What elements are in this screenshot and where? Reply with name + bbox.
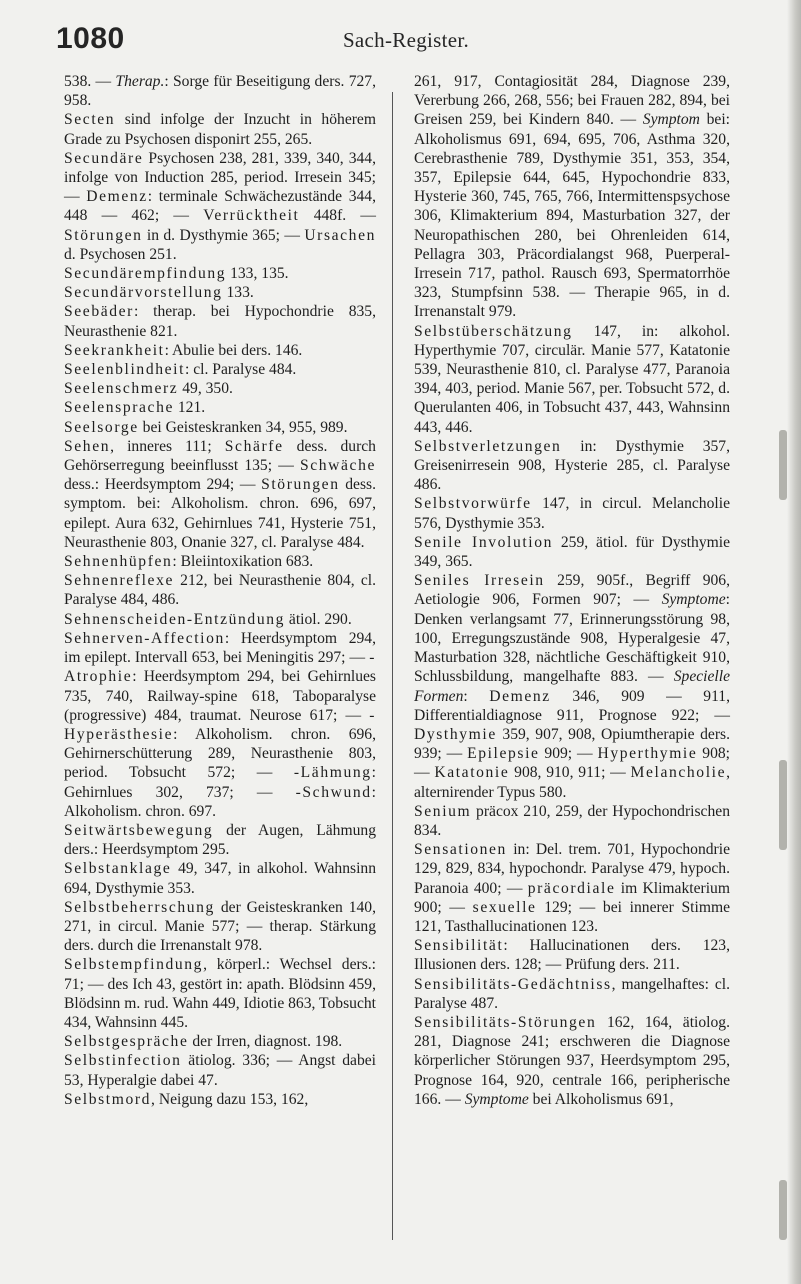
index-entry: Sensationen in: Del. trem. 701, Hypochondrie 129, 829, 834, hypochondr. Paralyse 479, hypoch. Paranoia 400; — präcordiale im Klimakterium 900; — sexuelle 129; — bei innerer Stimme 121, Tasthallucinationen 123. [414,841,730,935]
index-entry: Sensibilitäts-Störungen 162, 164, ätiolog. 281, Diagnose 241; erschweren die Diagnose körperlicher Störungen 937, Heerdsymptom 295, Prognose 164, 920, centrale 166, peripherische 166. — Symptome bei Alkoholismus 691, [414,1013,730,1108]
index-entry: Seelsorge bei Geisteskranken 34, 955, 989. [64,418,348,436]
index-entry: Secundäre Psychosen 238, 281, 339, 340, 344, infolge von Induction 285, period. Irresein 345; — Demenz: terminale Schwächezustände 344, 448 — 462; — Verrücktheit 448f. — Störungen in d. Dysthymie 365; — Ursachen d. Psychosen 251. [64,149,376,263]
index-entry: Seebäder: therap. bei Hypochondrie 835, Neurasthenie 821. [64,303,376,340]
index-entry: Sehnenscheiden-Entzündung ätiol. 290. [64,610,352,628]
index-entry: Secten sind infolge der Inzucht in höherem Grade zu Psychosen disponirt 255, 265. [64,111,376,148]
index-entry: Selbstinfection ätiolog. 336; — Angst dabei 53, Hyperalgie dabei 47. [64,1052,376,1089]
index-entry: 261, 917, Contagiosität 284, Diagnose 239, Vererbung 266, 268, 556; bei Frauen 282, 894, bei Greisen 259, bei Kindern 840. — Symptom bei: Alkoholismus 691, 694, 695, 706, Asthma 320, Cerebrasthenie 789, Dysthymie 351, 353, 354, 357, Epilepsie 644, 645, Hypochondrie 833, Hysterie 360, 745, 765, 766, Intermittenspsychose 306, Klimakterium 894, Masturbation 327, der Neuropathischen 280, bei Ohrenleiden 614, Pellagra 303, Präcordialangst 968, Puerperal-Irresein 717, pathol. Rausch 693, Spermatorrhöe 323, Stumpfsinn 538. — Therapie 965, in d. Irrenanstalt 979. [414,73,730,321]
index-entry: Selbstverletzungen in: Dysthymie 357, Greisenirresein 908, Hysterie 285, cl. Paralyse 486. [414,437,730,494]
index-entry: Senile Involution 259, ätiol. für Dysthymie 349, 365. [414,533,730,571]
index-entry: Selbstbeherrschung der Geisteskranken 140, 271, in circul. Manie 577; — therap. Stärkung ders. durch die Irrenanstalt 978. [64,898,376,955]
index-entry: Selbstüberschätzung 147, in: alkohol. Hyperthymie 707, circulär. Manie 577, Katatonie 539, Neurasthenie 810, cl. Paralyse 477, Paranoia 394, 403, period. Manie 567, per. Tobsucht 572, d. Querulanten 406, in Tobsucht 437, 443, Wahnsinn 443, 446. [414,322,730,436]
index-entry: Sensibilitäts-Gedächtniss, mangelhaftes: cl. Paralyse 487. [414,975,730,1012]
running-head: Sach-Register. [342,28,470,52]
index-entry: Seelensprache 121. [64,399,206,417]
index-entry: Sehnerven-Affection: Heerdsymptom 294, im epilept. Intervall 653, bei Meningitis 297; — -Atrophie: Heerdsymptom 294, bei Gehirnlues 735, 740, Railway-spine 618, Taboparalyse (progressive) 484, traumat. Neurose 617; — -Hyperästhesie: Alkoholism. chron. 696, Gehirnerschütterung 289, Neurasthenie 803, period. Tobsucht 572; — -Lähmung: Gehirnlues 302, 737; — -Schwund: Alkoholism. chron. 697. [64,629,376,820]
scan-smudge [779,1180,787,1240]
index-entry: Senium präcox 210, 259, der Hypochondrischen 834. [414,802,730,839]
index-entry: Seekrankheit: Abulie bei ders. 146. [64,341,303,359]
index-entry: Seelenblindheit: cl. Paralyse 484. [64,361,297,379]
page-number: 1080 [56,22,125,55]
index-entry: Selbstanklage 49, 347, in alkohol. Wahnsinn 694, Dysthymie 353. [64,860,376,897]
index-entry: Selbstmord, Neigung dazu 153, 162, [64,1090,309,1108]
index-entry: Selbstempfindung, körperl.: Wechsel ders.: 71; — des Ich 43, gestört in: apath. Blödsinn 459, Blödsinn m. rud. Wahn 449, Idiotie 863, Tobsucht 434, Wahnsinn 445. [64,956,376,1031]
index-entry: Selbstvorwürfe 147, in circul. Melancholie 576, Dysthymie 353. [414,495,730,532]
scan-smudge [779,760,787,850]
index-entry: Sehnenreflexe 212, bei Neurasthenie 804, cl. Paralyse 484, 486. [64,572,376,609]
index-entry: Secundärempfindung 133, 135. [64,265,289,283]
index-column-right [414,72,730,1109]
index-entry: Seelenschmerz 49, 350. [64,380,233,398]
index-entry: Secundärvorstellung 133. [64,284,254,302]
index-entry: 538. — Therap.: Sorge für Beseitigung ders. 727, 958. [64,73,376,110]
scan-smudge [779,430,787,500]
index-entry: Seniles Irresein 259, 905f., Begriff 906, Aetiologie 906, Formen 907; — Symptome: Denken verlangsamt 77, Erinnerungsstörung 98, 100, Erregungszustände 908, Hyperalgesie 47, Masturbation 328, nächtliche Geschäftigkeit 910, Schlussbildung, mangelhafte 883. — Specielle Formen: Demenz 346, 909 — 911, Differentialdiagnose 911, Prognose 922; — Dysthymie 359, 907, 908, Opiumtherapie ders. 939; — Epilepsie 909; — Hyperthymie 908; — Katatonie 908, 910, 911; — Melancholie, alternirender Typus 580. [414,572,731,801]
index-column-left [64,72,376,1109]
page-edge-shadow [787,0,801,1284]
index-entry: Sehen, inneres 111; Schärfe dess. durch Gehörserregung beeinflusst 135; — Schwäche dess.: Heerdsymptom 294; — Störungen dess. symptom. bei: Alkoholism. chron. 696, 697, epilept. Aura 632, Gehirnlues 741, Hysterie 751, Neurasthenie 803, Onanie 327, cl. Paralyse 484. [64,437,376,551]
page-header [56,22,756,62]
column-divider [392,92,393,1240]
index-entry: Sensibilität: Hallucinationen ders. 123, Illusionen ders. 128; — Prüfung ders. 211. [414,937,730,974]
index-entry: Seitwärtsbewegung der Augen, Lähmung ders.: Heerdsymptom 295. [64,821,376,859]
index-entry: Sehnenhüpfen: Bleiintoxikation 683. [64,553,314,571]
index-entry: Selbstgespräche der Irren, diagnost. 198. [64,1033,343,1051]
